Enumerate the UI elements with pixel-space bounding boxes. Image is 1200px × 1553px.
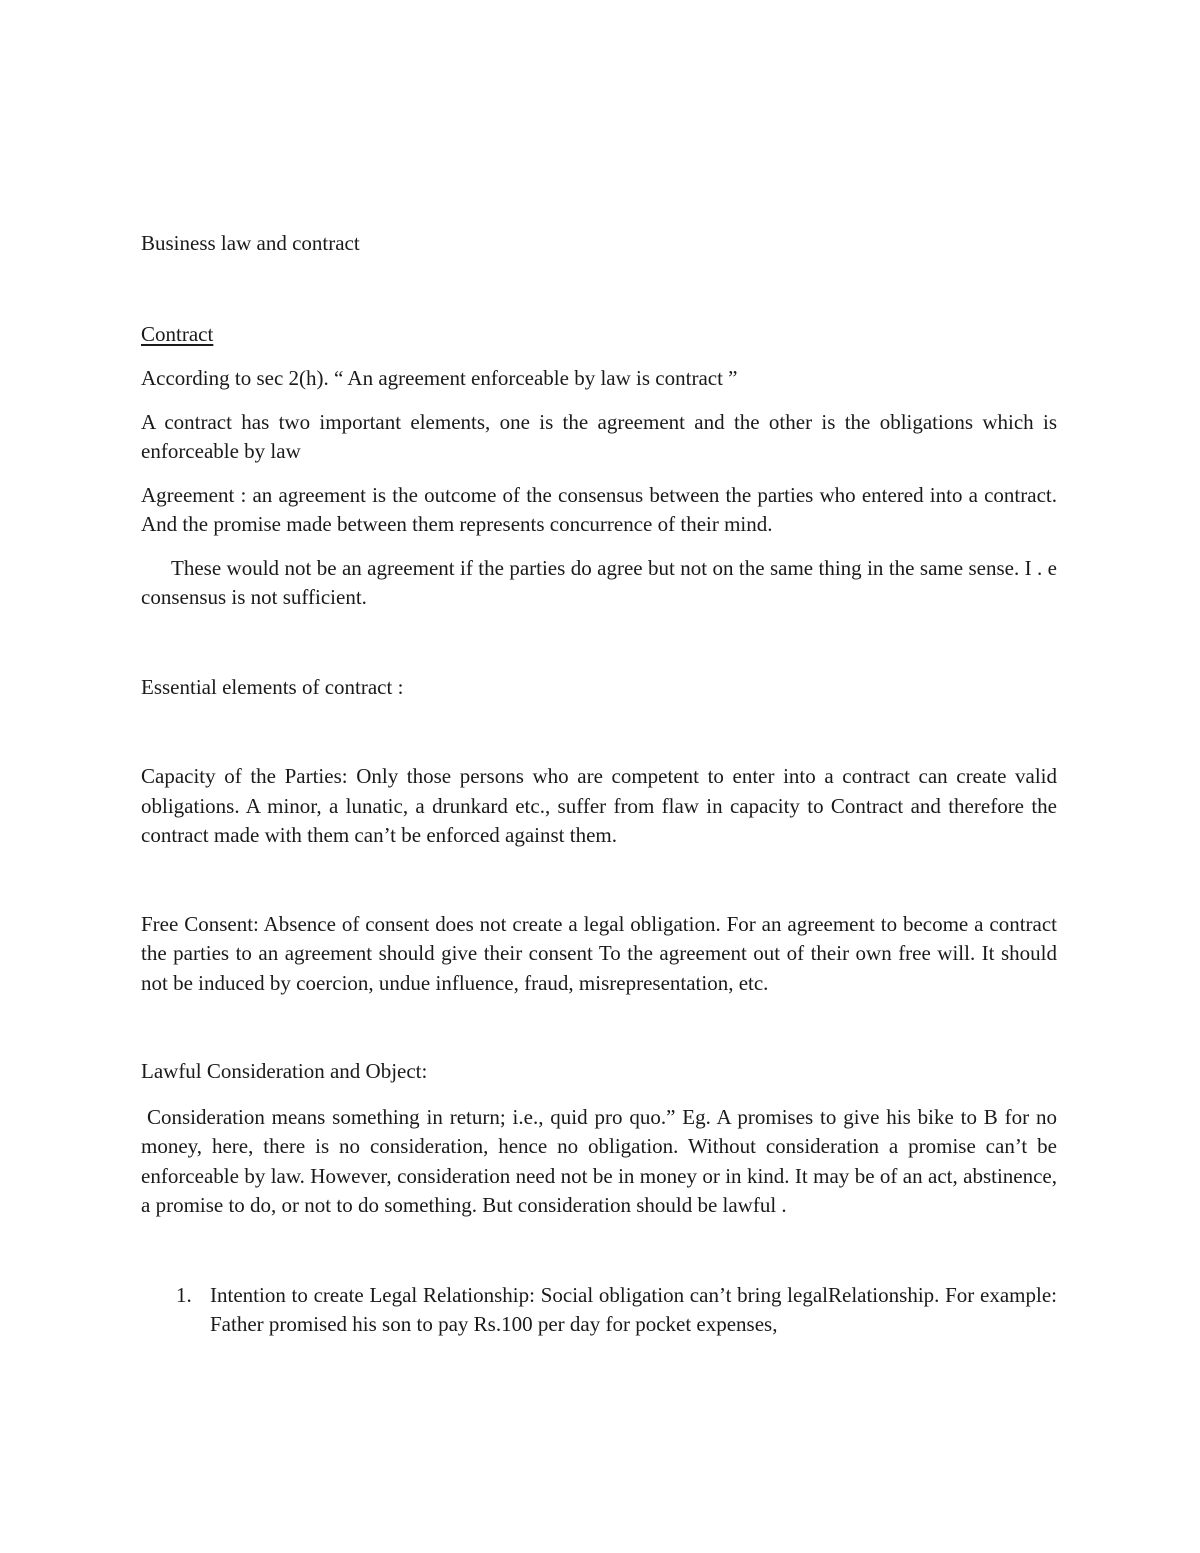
essential-elements-heading: Essential elements of contract : — [141, 674, 404, 699]
list-item — [141, 1281, 1057, 1340]
section-definition: According to sec 2(h). “ An agreement enforceable by law is contract ” — [141, 366, 738, 390]
consensus-note-paragraph: These would not be an agreement if the parties do agree but not on the same thing in the same sense. I . e consensus is not sufficient. — [141, 555, 1057, 609]
contract-heading: Contract — [141, 321, 214, 346]
elements-intro-paragraph: A contract has two important elements, one is the agreement and the other is the obligations which is enforceable by law — [141, 409, 1057, 463]
lawful-consideration-heading: Lawful Consideration and Object: — [141, 1059, 428, 1083]
document-title: Business law and contract — [141, 231, 360, 255]
agreement-definition-paragraph: Agreement : an agreement is the outcome of the consensus between the parties who entered into a contract. And the promise made between them represents concurrence of their mind. — [141, 482, 1057, 536]
document-body — [141, 229, 1057, 1340]
list-item-text: Intention to create Legal Relationship: Social obligation can’t bring legalRelationship. For example: Father promised his son to pay Rs.100 per day for pocket expenses, — [210, 1282, 1057, 1336]
consideration-paragraph: Consideration means something in return; i.e., quid pro quo.” Eg. A promises to give his bike to B for no money, here, there is no consideration, hence no obligation. Without consideration a promise can’t be enforceable by law. However, consideration need not be in money or in kind. It may be of an act, abstinence, a promise to do, or not to do something. But consideration should be lawful . — [141, 1104, 1057, 1217]
free-consent-paragraph: Free Consent: Absence of consent does not create a legal obligation. For an agreement to become a contract the parties to an agreement should give their consent To the agreement out of their own free will. It should not be induced by coercion, undue influence, fraud, misrepresentation, etc. — [141, 911, 1057, 995]
capacity-paragraph: Capacity of the Parties: Only those persons who are competent to enter into a contract can create valid obligations. A minor, a lunatic, a drunkard etc., suffer from flaw in capacity to Contract and therefore the contract made with them can’t be enforced against them. — [141, 764, 1057, 847]
list-item-number: 1. — [176, 1282, 192, 1307]
